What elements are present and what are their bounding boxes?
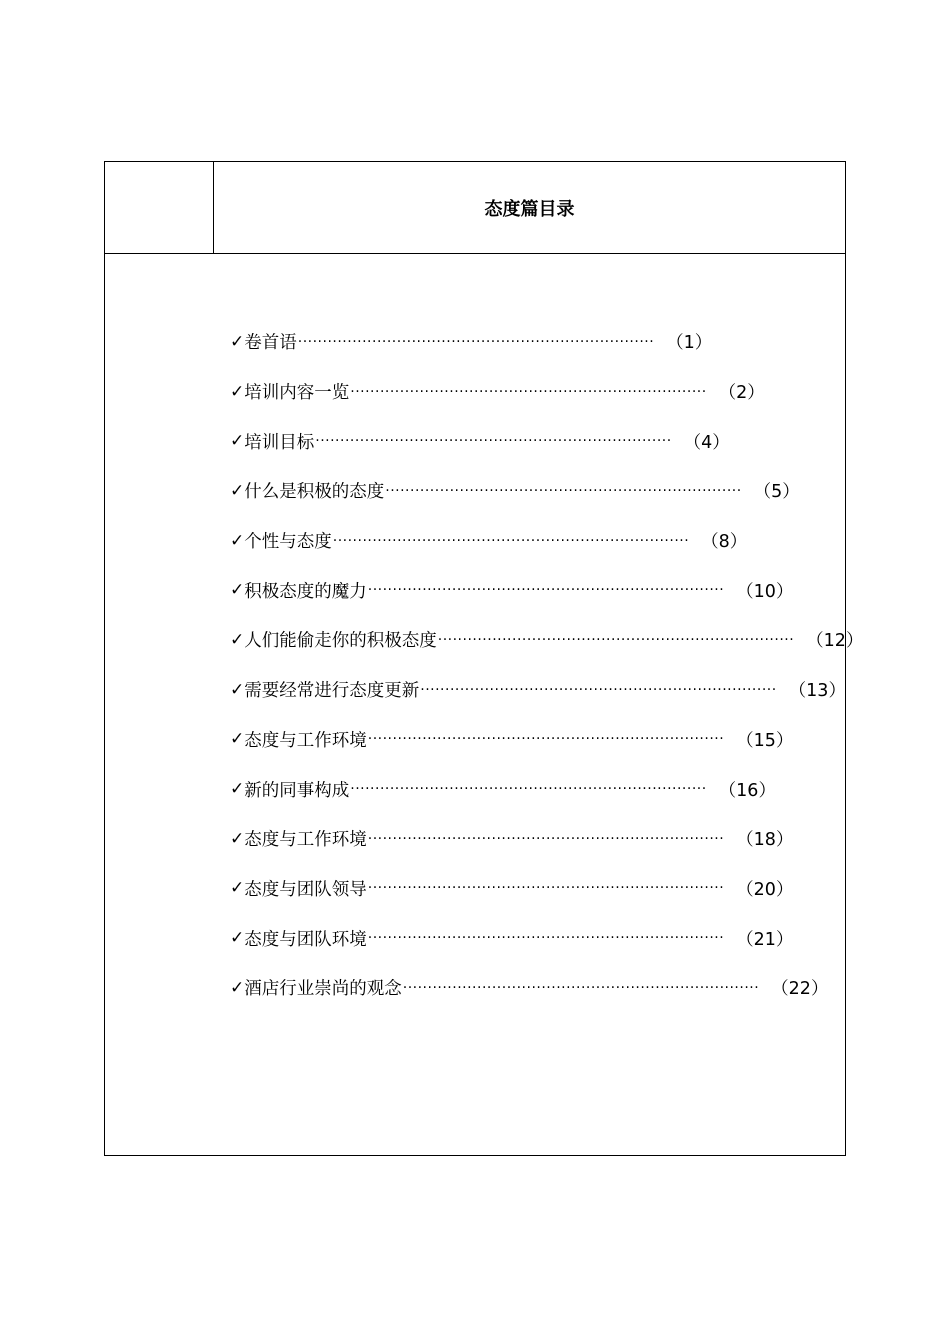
toc-item-page: （20） (736, 879, 794, 900)
toc-item[interactable] (230, 814, 794, 864)
toc-item-page: （13） (788, 681, 846, 702)
checkmark-icon: ✓ (230, 431, 245, 452)
page-title: 态度篇目录 (484, 198, 575, 220)
dot-leader: ········································································ (367, 880, 725, 897)
dot-leader: ········································································ (367, 731, 725, 748)
toc-item[interactable] (230, 715, 794, 765)
toc-item-page: （21） (736, 929, 794, 950)
toc-item-label: 卷首语 (244, 333, 297, 354)
dot-leader: ········································································ (297, 333, 655, 350)
toc-item-label: 需要经常进行态度更新 (244, 681, 420, 702)
toc-item[interactable] (230, 416, 730, 466)
toc-item-page: （15） (736, 730, 794, 751)
toc-item-label: 培训内容一览 (244, 383, 350, 404)
toc-table (104, 161, 864, 1156)
toc-item-label: 积极态度的魔力 (244, 581, 367, 602)
toc-item-label: 个性与态度 (244, 532, 332, 553)
toc-item[interactable] (230, 963, 829, 1013)
header-row (105, 162, 845, 254)
toc-item-label: 什么是积极的态度 (244, 482, 385, 503)
dot-leader: ········································································ (437, 631, 795, 648)
toc-item-page: （22） (771, 979, 829, 1000)
header-empty-cell (105, 162, 214, 253)
checkmark-icon: ✓ (230, 828, 245, 849)
dot-leader: ········································································ (420, 681, 777, 698)
toc-item-page: （8） (701, 532, 748, 553)
dot-leader: ········································································ (350, 781, 707, 798)
checkmark-icon: ✓ (230, 977, 245, 998)
checkmark-icon: ✓ (230, 480, 245, 501)
toc-item[interactable] (230, 516, 748, 566)
checkmark-icon: ✓ (230, 729, 245, 750)
dot-leader: ········································································ (367, 582, 725, 599)
toc-item-page: （18） (736, 830, 794, 851)
toc-item-page: （10） (736, 581, 794, 602)
checkmark-icon: ✓ (230, 928, 245, 949)
toc-item-page: （2） (718, 383, 765, 404)
toc-item-page: （12） (806, 631, 864, 652)
checkmark-icon: ✓ (230, 381, 245, 402)
toc-list (230, 317, 864, 1013)
toc-item[interactable] (230, 565, 794, 615)
checkmark-icon: ✓ (230, 629, 245, 650)
dot-leader: ········································································ (315, 433, 672, 450)
dot-leader: ········································································ (385, 482, 742, 499)
dot-leader: ········································································ (367, 830, 725, 847)
dot-leader: ········································································ (350, 383, 707, 400)
toc-item[interactable] (230, 665, 846, 715)
toc-item[interactable] (230, 466, 800, 516)
toc-item[interactable] (230, 764, 776, 814)
toc-item-label: 人们能偷走你的积极态度 (244, 631, 437, 652)
dot-leader: ········································································ (332, 532, 690, 549)
toc-item[interactable] (230, 864, 794, 914)
checkmark-icon: ✓ (230, 580, 245, 601)
toc-item-label: 培训目标 (244, 432, 315, 453)
toc-item-page: （16） (718, 780, 776, 801)
toc-item-page: （4） (683, 432, 730, 453)
checkmark-icon: ✓ (230, 878, 245, 899)
toc-item-label: 态度与工作环境 (244, 730, 367, 751)
checkmark-icon: ✓ (230, 530, 245, 551)
toc-item[interactable] (230, 367, 765, 417)
checkmark-icon: ✓ (230, 331, 245, 352)
toc-item-label: 态度与工作环境 (244, 830, 367, 851)
toc-item-page: （5） (753, 482, 800, 503)
checkmark-icon: ✓ (230, 679, 245, 700)
toc-item-label: 态度与团队环境 (244, 929, 367, 950)
dot-leader: ········································································ (402, 979, 760, 996)
dot-leader: ········································································ (367, 930, 725, 947)
toc-item[interactable] (230, 913, 794, 963)
toc-item[interactable] (230, 317, 713, 367)
toc-item-label: 新的同事构成 (244, 780, 350, 801)
checkmark-icon: ✓ (230, 779, 245, 800)
toc-item-label: 态度与团队领导 (244, 879, 367, 900)
toc-item-page: （1） (666, 333, 713, 354)
toc-item-label: 酒店行业崇尚的观念 (244, 979, 402, 1000)
toc-item[interactable] (230, 615, 864, 665)
